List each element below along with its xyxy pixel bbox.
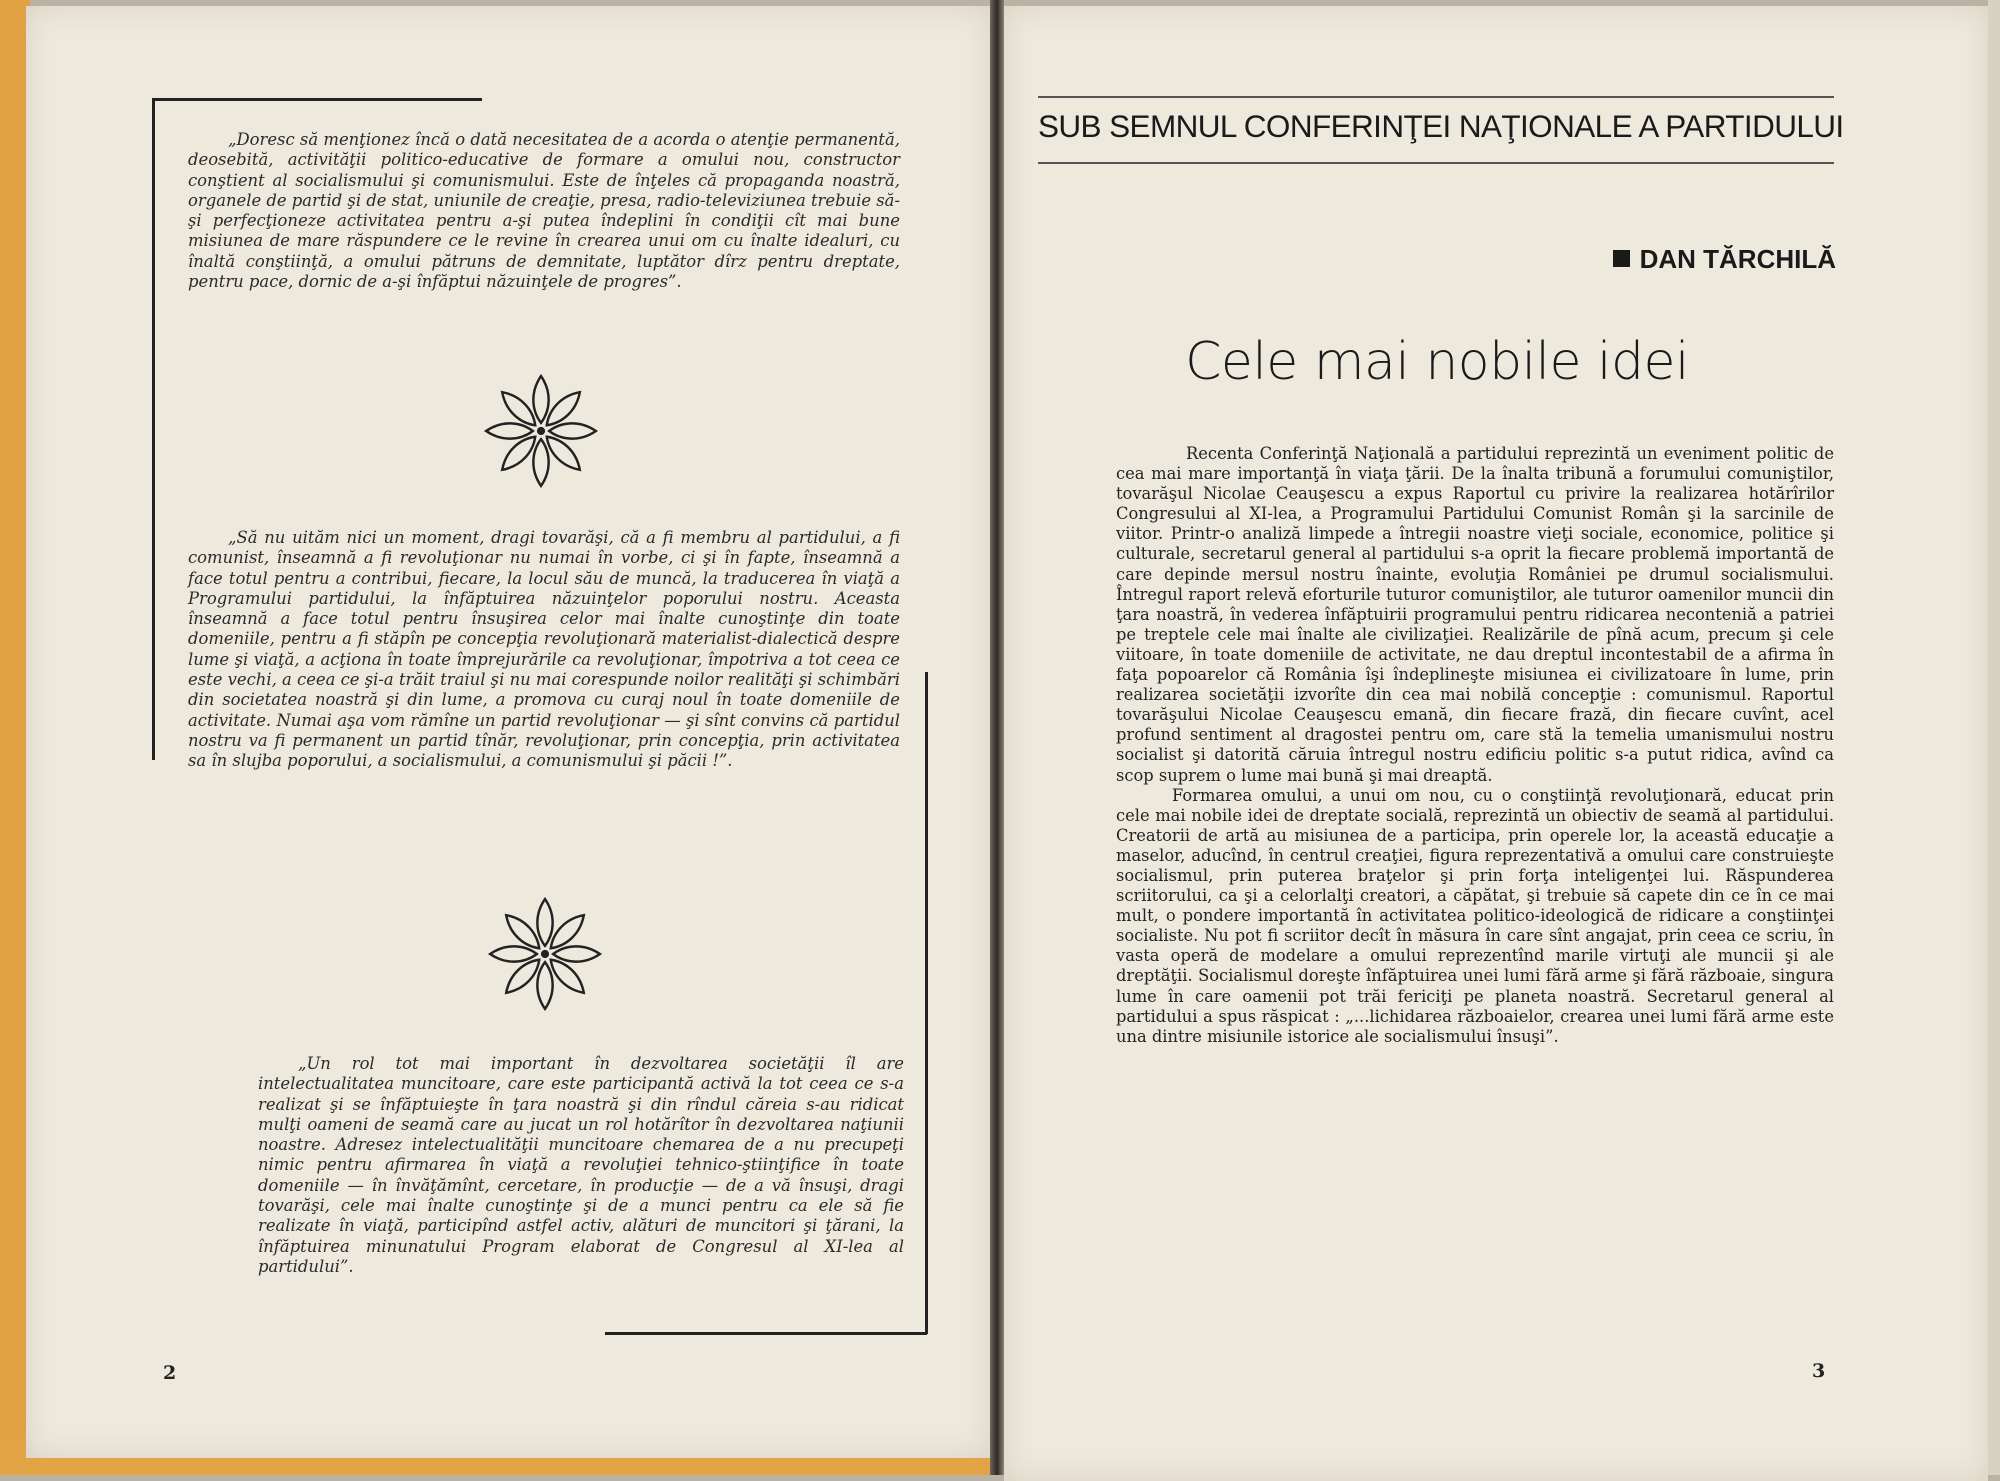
flower-ornament-icon <box>480 370 602 492</box>
page-number-right: 3 <box>1812 1360 1826 1382</box>
gutter <box>990 0 1004 1475</box>
frame-line-bottom <box>605 1332 927 1335</box>
frame-line-right <box>925 672 928 1334</box>
quote-1: „Doresc să menţionez încă o dată necesitatea de a acorda o atenţie permanentă, deosebită, activităţii politico-educative de formare a omului nou, constructor conştient al socialismului şi comunismului. Este de înţeles că propaganda noastră, organele de partid şi de stat, uniunile de creaţie, presa, radio-televiziunea trebuie să-şi perfecţioneze activitatea pentru a-şi putea îndeplini în condiţii cît mai bune misiunea de mare răspundere ce le revine în crearea unui om cu înalte idealuri, cu înaltă conştiinţă, a omului pătruns de demnitate, luptător dîrz pentru dreptate, pentru pace, dornic de a-şi înfăptui năzuinţele de progres”. <box>188 130 900 292</box>
section-rule-bottom <box>1038 162 1834 164</box>
section-title: SUB SEMNUL CONFERINŢEI NAŢIONALE A PARTIDULUI <box>1038 108 1844 144</box>
page-number-left: 2 <box>163 1362 177 1384</box>
frame-line-left <box>152 98 155 760</box>
section-rule-top <box>1038 96 1834 98</box>
frame-line-top <box>152 98 482 101</box>
article-paragraph: Recenta Conferinţă Naţională a partidului reprezintă un eveniment politic de cea mai mare importanţă în viaţa ţării. De la înalta tribună a forumului comuniştilor, tovarăşul Nicolae Ceauşescu a expus Raportul cu privire la realizarea hotărîrilor Congresului al XI-lea, a Programului Partidului Comunist Român şi la sarcinile de viitor. Printr-o analiză limpede a întregii noastre vieţi sociale, economice, politice şi culturale, secretarul general al partidului s-a oprit la fiecare problemă importantă de care depinde mersul nostru înainte, evoluţia României pe drumul socialismului. Întregul raport relevă eforturile tuturor comuniştilor, ale tuturor oamenilor muncii din ţara noastră, în vederea înfăptuirii programului pentru ridicarea neconteniă a patriei pe treptele cele mai înalte ale civilizaţiei. Realizările de pînă acum, precum şi cele viitoare, în toate domeniile de activitate, ne dau dreptul incontestabil de a afirma în faţa popoarelor că România îşi îndeplineşte misiunea ei civilizatoare în lume, prin realizarea societăţii izvorîte din cea mai nobilă concepţie : comunismul. Raportul tovarăşului Nicolae Ceauşescu emană, din fiecare frază, din fiecare cuvînt, acel profund sentiment al dragostei pentru om, care stă la temelia umanismului nostru socialist şi datorită căruia întregul nostru edificiu politic s-a putut ridica, avînd ca scop suprem o lume mai bună şi mai dreaptă. <box>1116 444 1834 785</box>
quote-3: „Un rol tot mai important în dezvoltarea societăţii îl are intelectualitatea muncitoare, care este participantă activă la tot ceea ce s-a realizat şi se înfăptuieşte în ţara noastră şi din rîndul căreia s-au ridicat mulţi oameni de seamă care au jucat un rol hotărîtor în dezvoltarea naţiunii noastre. Adresez intelectualităţii muncitoare chemarea de a nu precupeţi nimic pentru afirmarea în viaţă a revoluţiei tehnico-ştiinţifice în toate domeniile — în învăţămînt, cercetare, în producţie — de a vă însuşi, dragi tovarăşi, cele mai înalte cunoştinţe şi de a munci pentru ca ele să fie realizate în viaţă, participînd astfel activ, alături de muncitori şi ţărani, la înfăptuirea minunatului Program elaborat de Congresul al XI-lea al partidului”. <box>258 1054 904 1276</box>
author-byline <box>1552 244 1836 275</box>
quote-2: „Să nu uităm nici un moment, dragi tovarăşi, că a fi membru al partidului, a fi comunist, înseamnă a fi revoluţionar nu numai în vorbe, ci şi în fapte, înseamnă a face totul pentru a contribui, fiecare, la locul său de muncă, la traducerea în viaţă a Programului partidului, la înfăptuirea năzuinţelor poporului nostru. Aceasta înseamnă a face totul pentru însuşirea celor mai înalte cunoştinţe din toate domeniile, pentru a fi stăpîn pe concepţia revoluţionară materialist-dialectică despre lume şi viaţă, a acţiona în toate împrejurările ca revoluţionar, împotriva a tot ceea ce este vechi, a ceea ce şi-a trăit traiul şi nu mai corespunde noilor realităţi şi schimbări din societatea noastră şi din lume, a promova cu curaj noul în toate domeniile de activitate. Numai aşa vom rămîne un partid revoluţionar — şi sînt convins că partidul nostru va fi permanent un partid tînăr, revoluţionar, prin concepţia, prin activitatea sa în slujba poporului, a socialismului, a comunismului şi păcii !”. <box>188 528 900 771</box>
author-name: DAN TĂRCHILĂ <box>1639 244 1836 274</box>
article-body <box>1116 444 1834 1047</box>
flower-ornament-icon <box>484 893 606 1015</box>
page-edge <box>1988 0 2000 1475</box>
article-paragraph: Formarea omului, a unui om nou, cu o conştiinţă revoluţionară, educat prin cele mai nobile idei de dreptate socială, reprezintă un obiectiv de seamă al partidului. Creatorii de artă au misiunea de a participa, prin operele lor, la această educaţie a maselor, aducînd, în centrul creaţiei, figura reprezentativă a omului care construieşte socialismul, prin puterea braţelor şi prin forţa inteligenţei lui. Răspunderea scriitorului, ca şi a celorlalţi creatori, a căpătat, şi trebuie să capete din ce în ce mai mult, o pondere importantă în activitatea politico-ideologică de ridicare a conştiinţei socialiste. Nu pot fi scriitor decît în măsura în care sînt angajat, prin ceea ce scriu, în vasta operă de modelare a omului reprezentînd marile virtuţi ale muncii şi ale dreptăţii. Socialismul doreşte înfăptuirea unei lumi fără arme şi fără războaie, singura lume în care oamenii pot trăi fericiţi pe planeta noastră. Secretarul general al partidului a spus răspicat : „...lichidarea războaielor, crearea unei lumi fără arme este una dintre misiunile istorice ale socialismului însuşi”. <box>1116 785 1834 1046</box>
article-headline: Cele mai nobile idei <box>1185 332 1689 392</box>
square-bullet-icon <box>1613 250 1630 267</box>
